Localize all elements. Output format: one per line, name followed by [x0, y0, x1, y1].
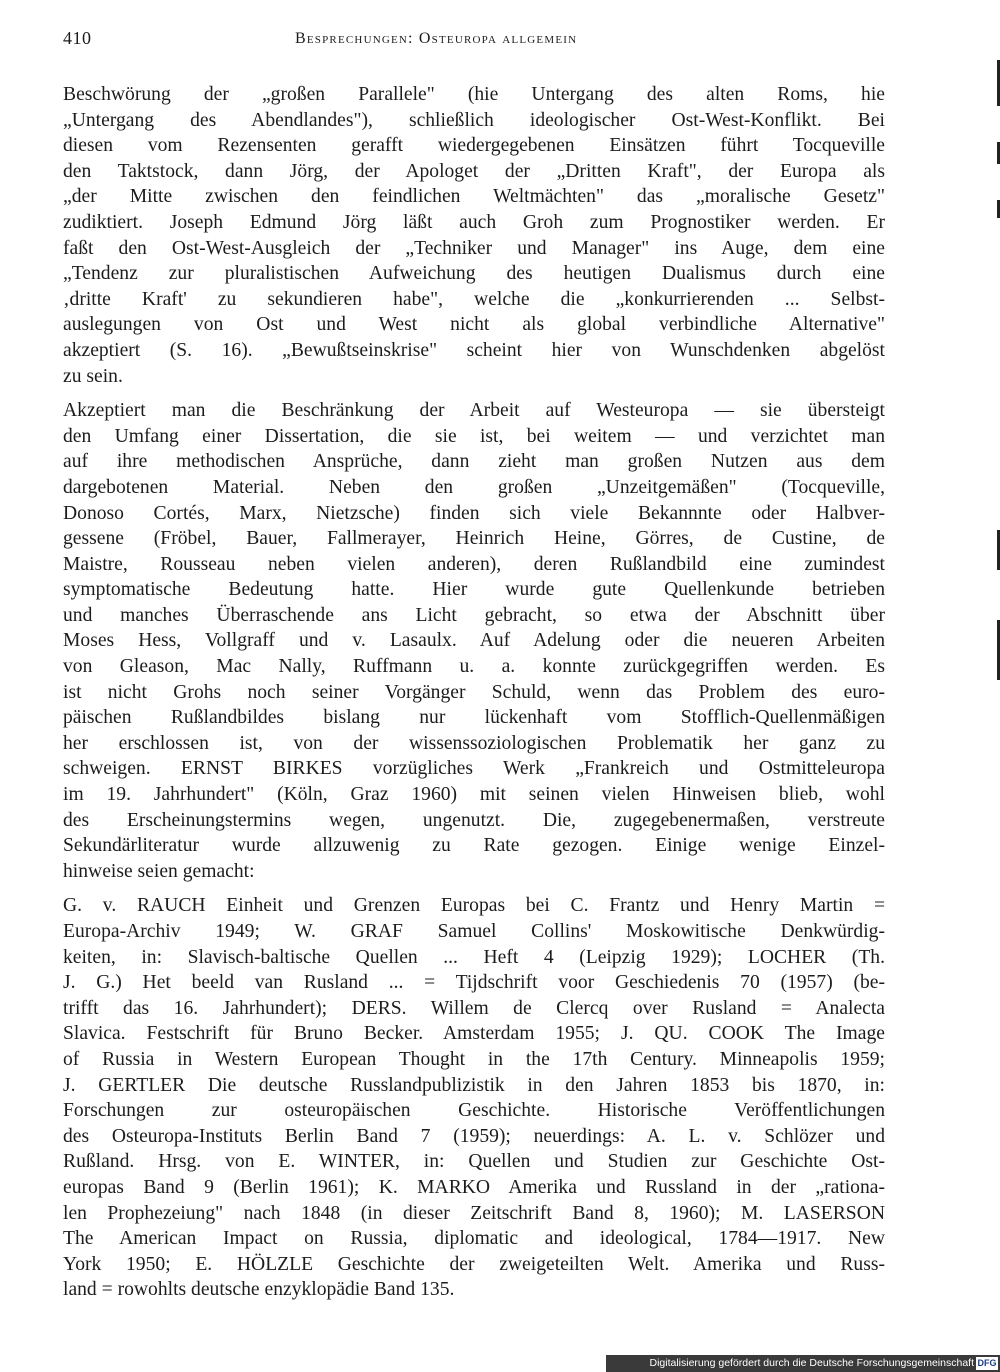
text-line: auslegungen von Ost und West nicht als global verbindliche Alternative" [63, 314, 885, 336]
text-line: des Erscheinungstermins wegen, ungenutzt. Die, zugegebenermaßen, verstreute [63, 809, 885, 831]
text-line: „Untergang des Abendlandes"), schließlich ideologischer Ost-West-Konflikt. Bei [63, 109, 885, 131]
running-head: Besprechungen: Osteuropa allgemein [295, 30, 578, 47]
text-line: von Gleason, Mac Nally, Ruffmann u. a. konnte zurückgegriffen werden. Es [63, 656, 885, 678]
text-line: The American Impact on Russia, diplomatic and ideological, 1784—1917. New [63, 1228, 885, 1250]
text-line: J. G.) Het beeld van Rusland ... = Tijdschrift voor Geschiedenis 70 (1957) (be- [63, 972, 885, 994]
text-line: trifft das 16. Jahrhundert); DERS. Willem de Clercq over Rusland = Analecta [63, 997, 885, 1019]
text-line: len Prophezeiung" nach 1848 (in dieser Zeitschrift Band 8, 1960); M. LASERSON [63, 1202, 885, 1224]
text-line: und manches Überraschende ans Licht gebracht, so etwa der Abschnitt über [63, 604, 885, 626]
text-line: Moses Hess, Vollgraff und v. Lasaulx. Auf Adelung oder die neueren Arbeiten [63, 630, 885, 652]
text-line: im 19. Jahrhundert" (Köln, Graz 1960) mit seinen vielen Hinweisen blieb, wohl [63, 784, 885, 806]
text-line: ‚dritte Kraft' zu sekundieren habe", welche die „konkurrierenden ... Selbst- [63, 288, 885, 310]
scan-edge-marks [994, 60, 1000, 680]
text-line: Forschungen zur osteuropäischen Geschichte. Historische Veröffentlichungen [63, 1100, 885, 1122]
text-line: diesen vom Rezensenten gerafft wiedergegebenen Einsätzen führt Tocqueville [63, 135, 885, 157]
dfg-logo: DFG [977, 1358, 997, 1368]
text-line: of Russia in Western European Thought in the 17th Century. Minneapolis 1959; [63, 1048, 885, 1070]
text-line: den Umfang einer Dissertation, die sie ist, bei weitem — und verzichtet man [63, 425, 885, 447]
text-line: Europa-Archiv 1949; W. GRAF Samuel Collins' Moskowitische Denkwürdig- [63, 921, 885, 942]
text-line: her erschlossen ist, von der wissenssoziologischen Problematik her ganz zu [63, 732, 885, 754]
text-line: Sekundärliteratur wurde allzuwenig zu Rate gezogen. Einige wenige Einzel- [63, 835, 885, 857]
text-line: faßt den Ost-West-Ausgleich der „Techniker und Manager" ins Auge, dem eine [63, 237, 885, 259]
text-line: Slavica. Festschrift für Bruno Becker. Amsterdam 1955; J. QU. COOK The Image [63, 1023, 885, 1045]
text-line: G. v. RAUCH Einheit und Grenzen Europas bei C. Frantz und Henry Martin = [63, 895, 885, 917]
paragraph-3-bibliography [63, 893, 885, 1303]
text-line: „Tendenz zur pluralistischen Aufweichung des heutigen Dualismus durch eine [63, 263, 885, 285]
text-line: Akzeptiert man die Beschränkung der Arbeit auf Westeuropa — sie übersteigt [63, 400, 885, 422]
text-line: zudiktiert. Joseph Edmund Jörg läßt auch Groh zum Prognostiker werden. Er [63, 211, 885, 233]
text-line: schweigen. ERNST BIRKES vorzügliches Werk „Frankreich und Ostmitteleuropa [63, 758, 885, 780]
text-line: Maistre, Rousseau neben vielen anderen), deren Rußlandbild eine zumindest [63, 553, 885, 575]
text-line: akzeptiert (S. 16). „Bewußtseinskrise" scheint hier von Wunschdenken abgelöst [63, 339, 885, 361]
text-line: dargebotenen Material. Neben den großen „Unzeitgemäßen" (Tocqueville, [63, 476, 885, 498]
paragraph-2 [63, 398, 885, 884]
text-line: keiten, in: Slavisch-baltische Quellen ... Heft 4 (Leipzig 1929); LOCHER (Th. [63, 946, 885, 968]
text-line: York 1950; E. HÖLZLE Geschichte der zweigeteilten Welt. Amerika und Russ- [63, 1253, 885, 1275]
page-header [63, 28, 893, 58]
body-text [63, 82, 885, 1303]
text-line: auf ihre methodischen Ansprüche, dann zieht man großen Nutzen aus dem [63, 451, 885, 473]
text-line: Donoso Cortés, Marx, Nietzsche) finden sich viele Bekannnte oder Halbver- [63, 502, 885, 524]
text-line: symptomatische Bedeutung hatte. Hier wurde gute Quellenkunde betrieben [63, 579, 885, 601]
text-line: „der Mitte zwischen den feindlichen Weltmächten" das „moralische Gesetz" [63, 186, 885, 208]
text-line: Rußland. Hrsg. von E. WINTER, in: Quellen und Studien zur Geschichte Ost- [63, 1151, 885, 1173]
text-line: gessene (Fröbel, Bauer, Fallmerayer, Heinrich Heine, Görres, de Custine, de [63, 528, 885, 550]
text-line: hinweise seien gemacht: [63, 860, 255, 882]
page-number: 410 [63, 28, 92, 48]
text-line: land = rowohlts deutsche enzyklopädie Band 135. [63, 1279, 455, 1301]
text-line: ist nicht Grohs noch seiner Vorgänger Schuld, wenn das Problem des euro- [63, 681, 885, 703]
text-line: des Osteuropa-Instituts Berlin Band 7 (1959); neuerdings: A. L. v. Schlözer und [63, 1125, 885, 1147]
digitization-credit: Digitalisierung gefördert durch die Deutsche Forschungsgemeinschaft [606, 1355, 1000, 1372]
text-line: europas Band 9 (Berlin 1961); K. MARKO Amerika und Russland in der „rationa- [63, 1176, 885, 1198]
text-line: zu sein. [63, 365, 123, 387]
text-line: J. GERTLER Die deutsche Russlandpublizistik in den Jahren 1853 bis 1870, in: [63, 1074, 885, 1096]
paragraph-1 [63, 82, 885, 389]
text-line: Beschwörung der „großen Parallele" (hie Untergang des alten Roms, hie [63, 84, 885, 105]
text-line: päischen Rußlandbildes bislang nur lückenhaft vom Stofflich-Quellenmäßigen [63, 707, 885, 729]
text-line: den Taktstock, dann Jörg, der Apologet der „Dritten Kraft", der Europa als [63, 160, 885, 182]
